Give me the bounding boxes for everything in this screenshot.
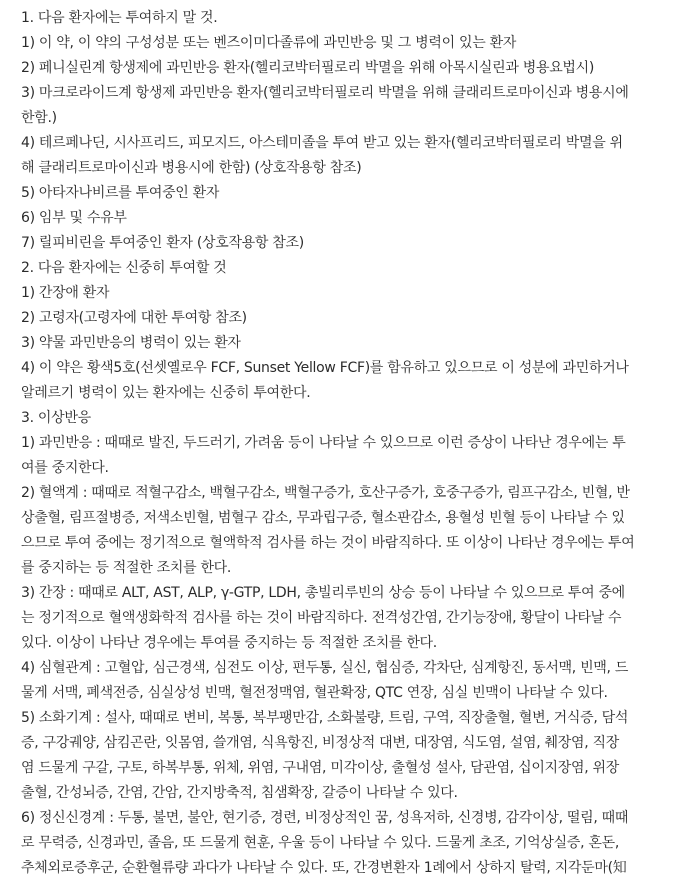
text-line: 해 클래리트로마이신과 병용시에 한함) (상호작용항 참조) [21, 160, 362, 176]
text-line: 4) 테르페나딘, 시사프리드, 피모지드, 아스테미졸을 투여 받고 있는 환자(헬리코박터필로리 박멸을 위 [21, 135, 623, 151]
text-line: 출혈, 간성뇌증, 간염, 간암, 간지방축적, 침샘확장, 갈증이 나타날 수 있다. [21, 785, 458, 801]
text-line: 염 드물게 구갈, 구토, 하복부통, 위체, 위염, 구내염, 미각이상, 출혈성 설사, 담관염, 십이지장염, 위장 [21, 760, 619, 776]
text-line: 3) 간장 : 때때로 ALT, AST, ALP, γ-GTP, LDH, 총빌리루빈의 상승 등이 나타날 수 있으므로 투여 중에 [21, 585, 625, 601]
text-line: 1) 과민반응 : 때때로 발진, 두드러기, 가려움 등이 나타날 수 있으므로 이런 증상이 나타난 경우에는 투 [21, 435, 626, 451]
text-line: 1. 다음 환자에는 투여하지 말 것. [21, 10, 218, 26]
text-line: 3) 약물 과민반응의 병력이 있는 환자 [21, 335, 241, 351]
text-line: 2) 페니실린계 항생제에 과민반응 환자(헬리코박터필로리 박멸을 위해 아목시실린과 병용요법시) [21, 60, 595, 76]
text-line: 6) 정신신경계 : 두통, 불면, 불안, 현기증, 경련, 비정상적인 꿈, 성욕저하, 신경병, 감각이상, 떨림, 때때 [21, 810, 629, 826]
text-line: 4) 심혈관계 : 고혈압, 심근경색, 심전도 이상, 편두통, 실신, 협심증, 각차단, 심계항진, 동서맥, 빈맥, 드 [21, 660, 629, 676]
text-line: 로 무력증, 신경과민, 졸음, 또 드물게 현훈, 우울 등이 나타날 수 있다. 드물게 초조, 기억상실증, 혼돈, [21, 835, 619, 851]
text-line: 3) 마크로라이드계 항생제 과민반응 환자(헬리코박터필로리 박멸을 위해 클래리트로마이신과 병용시에 [21, 85, 629, 101]
text-line: 2) 고령자(고령자에 대한 투여항 참조) [21, 310, 247, 326]
text-line: 2. 다음 환자에는 신중히 투여할 것 [21, 260, 227, 276]
text-line: 는 정기적으로 혈액생화학적 검사를 하는 것이 바람직하다. 전격성간염, 간기능장애, 황달이 나타날 수 [21, 610, 622, 626]
text-line: 2) 혈액계 : 때때로 적혈구감소, 백혈구감소, 백혈구증가, 호산구증가, 호중구증가, 림프구감소, 빈혈, 반 [21, 485, 630, 501]
text-line: 추체외로증후군, 순환혈류량 과다가 나타날 수 있다. 또, 간경변환자 1례에서 상하지 탈력, 지각둔마(知 [21, 860, 627, 876]
text-line: 7) 릴피비린을 투여중인 환자 (상호작용항 참조) [21, 235, 304, 251]
text-line: 한함.) [21, 110, 57, 126]
text-line: 증, 구강궤양, 삼킴곤란, 잇몸염, 쓸개염, 식욕항진, 비정상적 대변, 대장염, 식도염, 설염, 췌장염, 직장 [21, 735, 619, 751]
text-line: 4) 이 약은 황색5호(선셋옐로우 FCF, Sunset Yellow FCF)를 함유하고 있으므로 이 성분에 과민하거나 [21, 360, 629, 376]
text-line: 1) 이 약, 이 약의 구성성분 또는 벤즈이미다졸류에 과민반응 및 그 병력이 있는 환자 [21, 35, 517, 51]
text-line: 5) 소화기계 : 설사, 때때로 변비, 복통, 복부팽만감, 소화불량, 트림, 구역, 직장출혈, 혈변, 거식증, 담석 [21, 710, 629, 726]
text-line: 물게 서맥, 폐색전증, 심실상성 빈맥, 혈전정맥염, 혈관확장, QTC 연장, 심실 빈맥이 나타날 수 있다. [21, 685, 608, 701]
text-line: 으므로 투여 중에는 정기적으로 혈액학적 검사를 하는 것이 바람직하다. 또 이상이 나타난 경우에는 투여 [21, 535, 635, 551]
text-line: 를 중지하는 등 적절한 조치를 한다. [21, 560, 232, 576]
text-line: 5) 아타자나비르를 투여중인 환자 [21, 185, 220, 201]
text-line: 상출혈, 림프절병증, 저색소빈혈, 범혈구 감소, 무과립구증, 혈소판감소, 용혈성 빈혈 등이 나타날 수 있 [21, 510, 625, 526]
text-line: 3. 이상반응 [21, 410, 91, 426]
text-line: 알레르기 병력이 있는 환자에는 신중히 투여한다. [21, 385, 311, 401]
text-line: 1) 간장애 환자 [21, 285, 110, 301]
text-line: 여를 중지한다. [21, 460, 109, 476]
text-line: 있다. 이상이 나타난 경우에는 투여를 중지하는 등 적절한 조치를 한다. [21, 635, 437, 651]
text-line: 6) 임부 및 수유부 [21, 210, 127, 226]
